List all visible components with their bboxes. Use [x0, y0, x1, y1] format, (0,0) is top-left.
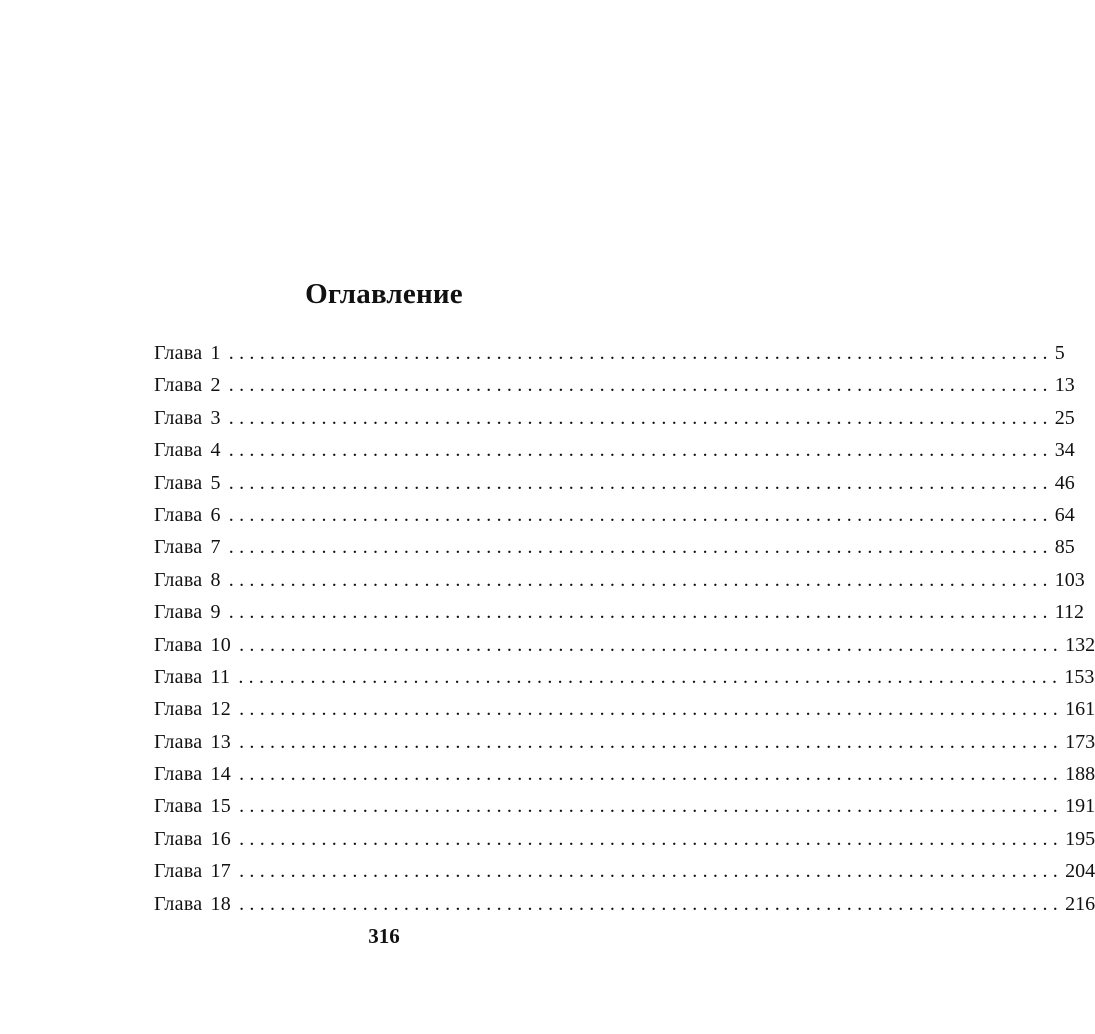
toc-dot-leader: ................................................................................: [228, 374, 1053, 397]
toc-entry: [154, 629, 1095, 661]
toc-chapter-number: 18: [210, 892, 232, 915]
toc-dot-leader: ................................................................................: [239, 698, 1064, 721]
toc-dot-leader: ................................................................................: [228, 342, 1053, 364]
toc-chapter-number: 3: [210, 406, 221, 429]
toc-page-number: 195: [1065, 827, 1095, 850]
toc-chapter-label: Глава: [154, 568, 203, 591]
toc-title: Оглавление: [305, 278, 463, 310]
toc-chapter-label: Глава: [154, 406, 203, 429]
toc-chapter-number: 9: [210, 601, 221, 624]
toc-list: [154, 337, 1095, 920]
toc-chapter-number: 11: [210, 665, 231, 688]
toc-chapter-number: 4: [210, 439, 221, 462]
toc-entry: [154, 790, 1095, 822]
toc-chapter: [154, 369, 221, 401]
toc-chapter-label: Глава: [154, 698, 203, 721]
toc-page-number: 25: [1054, 406, 1075, 429]
toc-dot-leader: ................................................................................: [228, 568, 1053, 591]
toc-entry: [154, 531, 1075, 563]
toc-page-number: 34: [1054, 439, 1075, 462]
toc-chapter-label: Глава: [154, 795, 203, 818]
toc-chapter-label: Глава: [154, 374, 203, 397]
page-number: 316: [368, 924, 400, 948]
toc-chapter-number: 7: [210, 536, 221, 559]
toc-chapter-number: 1: [210, 342, 221, 364]
toc-chapter: [154, 726, 231, 758]
toc-page-number: 46: [1054, 471, 1075, 494]
toc-chapter: [154, 758, 231, 790]
toc-page-number: 188: [1065, 763, 1095, 786]
toc-entry: [154, 369, 1075, 401]
toc-chapter-number: 14: [210, 763, 232, 786]
toc-dot-leader: ................................................................................: [239, 795, 1064, 818]
toc-chapter: [154, 823, 231, 855]
toc-chapter: [154, 467, 221, 499]
toc-chapter: [154, 531, 221, 563]
toc-chapter: [154, 402, 221, 434]
toc-chapter: [154, 499, 221, 531]
toc-chapter: [154, 693, 231, 725]
toc-dot-leader: ................................................................................: [239, 827, 1064, 850]
toc-page-number: 112: [1054, 601, 1085, 624]
toc-chapter-number: 17: [210, 860, 232, 883]
toc-page-number: 216: [1065, 892, 1095, 915]
toc-page-number: 161: [1065, 698, 1095, 721]
toc-chapter: [154, 888, 231, 920]
toc-chapter-number: 15: [210, 795, 232, 818]
toc-chapter: [154, 434, 221, 466]
toc-chapter-number: 6: [210, 503, 221, 526]
toc-chapter-label: Глава: [154, 665, 203, 688]
toc-chapter-label: Глава: [154, 892, 203, 915]
toc-page-number: 132: [1065, 633, 1095, 656]
toc-entry: [154, 467, 1075, 499]
toc-entry: [154, 726, 1095, 758]
toc-dot-leader: ................................................................................: [228, 439, 1053, 462]
toc-page-number: 153: [1064, 665, 1095, 688]
toc-dot-leader: ................................................................................: [239, 763, 1064, 786]
toc-chapter-number: 5: [210, 471, 221, 494]
toc-dot-leader: ................................................................................: [239, 892, 1064, 915]
toc-page-number: 13: [1054, 374, 1075, 397]
toc-page-number: 173: [1065, 730, 1095, 753]
toc-entry: [154, 823, 1095, 855]
toc-entry: [154, 888, 1095, 920]
toc-entry: [154, 337, 1065, 369]
toc-entry: [154, 402, 1075, 434]
toc-entry: [154, 596, 1085, 628]
toc-chapter-label: Глава: [154, 439, 203, 462]
toc-chapter: [154, 661, 230, 693]
toc-dot-leader: ................................................................................: [239, 633, 1064, 656]
toc-chapter-number: 13: [210, 730, 232, 753]
toc-chapter-label: Глава: [154, 827, 203, 850]
toc-chapter-number: 8: [210, 568, 221, 591]
toc-entry: [154, 564, 1085, 596]
toc-chapter-number: 2: [210, 374, 221, 397]
toc-chapter: [154, 855, 231, 887]
toc-chapter: [154, 337, 221, 369]
toc-dot-leader: ................................................................................: [239, 860, 1064, 883]
toc-chapter-label: Глава: [154, 633, 203, 656]
toc-chapter: [154, 564, 221, 596]
toc-dot-leader: ................................................................................: [228, 536, 1053, 559]
toc-chapter-label: Глава: [154, 601, 203, 624]
toc-entry: [154, 693, 1095, 725]
toc-chapter-number: 10: [210, 633, 232, 656]
toc-page-number: 191: [1065, 795, 1095, 818]
toc-chapter-label: Глава: [154, 471, 203, 494]
toc-page-number: 85: [1054, 536, 1075, 559]
toc-chapter: [154, 790, 231, 822]
toc-page-number: 204: [1065, 860, 1095, 883]
toc-chapter-number: 12: [210, 698, 232, 721]
toc-chapter-label: Глава: [154, 860, 203, 883]
toc-chapter-number: 16: [210, 827, 232, 850]
toc-chapter: [154, 596, 221, 628]
toc-entry: [154, 661, 1095, 693]
toc-chapter-label: Глава: [154, 503, 203, 526]
toc-dot-leader: ................................................................................: [238, 665, 1063, 688]
toc-dot-leader: ................................................................................: [228, 601, 1053, 624]
toc-dot-leader: ................................................................................: [239, 730, 1064, 753]
toc-chapter-label: Глава: [154, 763, 203, 786]
toc-entry: [154, 434, 1075, 466]
toc-chapter-label: Глава: [154, 342, 203, 364]
toc-dot-leader: ................................................................................: [228, 471, 1053, 494]
toc-chapter: [154, 629, 231, 661]
toc-page-number: 64: [1054, 503, 1075, 526]
toc-page-number: 5: [1054, 342, 1065, 364]
toc-entry: [154, 855, 1095, 887]
toc-chapter-label: Глава: [154, 730, 203, 753]
toc-entry: [154, 758, 1095, 790]
toc-dot-leader: ................................................................................: [228, 406, 1053, 429]
toc-entry: [154, 499, 1075, 531]
toc-page-number: 103: [1054, 568, 1085, 591]
toc-chapter-label: Глава: [154, 536, 203, 559]
toc-dot-leader: ................................................................................: [228, 503, 1053, 526]
